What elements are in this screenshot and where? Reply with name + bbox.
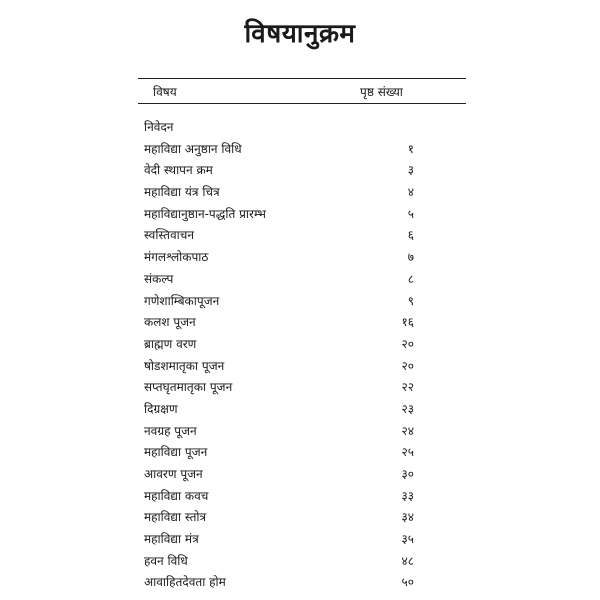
toc-entry-title: आवाहितदेवता होम xyxy=(144,575,226,590)
toc-entry-page: २० xyxy=(401,358,414,373)
toc-entry-title: आवरण पूजन xyxy=(144,467,203,481)
toc-entry-title: मंगलश्लोकपाठ xyxy=(144,250,209,265)
toc-entry xyxy=(0,400,600,422)
toc-entry-title: संकल्प xyxy=(144,271,174,286)
page-title: विषयानुक्रम xyxy=(244,19,356,49)
toc-entry-title: महाविद्या अनुष्ठान विधि xyxy=(144,141,242,156)
toc-entry xyxy=(0,573,600,595)
toc-entry-title: महाविद्या मंत्र xyxy=(144,532,199,547)
toc-entry-page: ६ xyxy=(407,228,414,243)
toc-entry-page: १६ xyxy=(401,315,414,330)
toc-entry xyxy=(0,270,600,292)
toc-entry-title: महाविद्या स्तोत्र xyxy=(144,510,207,525)
toc-entry-title: स्वस्तिवाचन xyxy=(144,228,195,243)
toc-entry xyxy=(0,487,600,509)
toc-entry xyxy=(0,378,600,400)
toc-entry-page: ७ xyxy=(407,250,414,265)
toc-entry-title: नवग्रह पूजन xyxy=(144,423,197,438)
toc-entry-title: कलश पूजन xyxy=(144,315,196,330)
header-bottom-rule xyxy=(138,103,466,104)
toc-entry xyxy=(0,443,600,465)
toc-entry xyxy=(0,552,600,574)
toc-entry-page: २० xyxy=(401,336,414,351)
toc-entry-title: वेदी स्थापन क्रम xyxy=(144,163,213,178)
toc-entry xyxy=(0,357,600,379)
toc-entry-title: महाविद्या कवच xyxy=(144,488,209,503)
toc-entry-page: ४८ xyxy=(401,553,414,568)
toc-entry xyxy=(0,530,600,552)
toc-entry-page: ८ xyxy=(407,271,414,286)
toc-entry xyxy=(0,205,600,227)
toc-entry-title: षोडशमातृका पूजन xyxy=(144,358,225,373)
toc-entry xyxy=(0,335,600,357)
toc-entry xyxy=(0,183,600,205)
toc-entry-page: ३० xyxy=(401,467,414,481)
toc-header xyxy=(150,83,450,101)
toc-entry-page: ३३ xyxy=(401,488,414,503)
toc-entry xyxy=(0,422,600,444)
toc-entry-page: ३५ xyxy=(401,532,414,547)
toc-entry-title: निवेदन xyxy=(144,120,174,134)
toc-entry xyxy=(0,226,600,248)
toc-entry xyxy=(0,161,600,183)
header-page-number: पृष्ठ संख्या xyxy=(360,85,403,99)
toc-entry-page: ९ xyxy=(407,293,414,308)
toc-entry xyxy=(0,292,600,314)
toc-entry xyxy=(0,118,600,140)
toc-entry-page: २४ xyxy=(401,423,414,438)
toc-entry-title: हवन विधि xyxy=(144,553,188,568)
header-top-rule xyxy=(138,78,466,79)
toc-entry-title: महाविद्यानुष्ठान-पद्धति प्रारम्भ xyxy=(144,206,266,221)
toc-entry-title: दिग्रक्षण xyxy=(144,401,178,416)
toc-entry-title: महाविद्या पूजन xyxy=(144,445,208,460)
toc-entry-page: ३ xyxy=(407,163,414,178)
toc-entry-title: गणेशाम्बिकापूजन xyxy=(144,293,220,308)
toc-entry xyxy=(0,140,600,162)
toc-entry-page: ४ xyxy=(407,185,414,200)
toc-entry-page: ३४ xyxy=(401,510,414,525)
toc-entry xyxy=(0,508,600,530)
toc-entry-title: महाविद्या यंत्र चित्र xyxy=(144,185,220,200)
toc-entry xyxy=(0,465,600,487)
header-subject: विषय xyxy=(153,85,177,99)
toc-entry-page: २२ xyxy=(401,380,414,395)
toc-entry-title: सप्तघृतमातृका पूजन xyxy=(144,380,233,395)
toc-entry xyxy=(0,248,600,270)
toc-entry-page: २५ xyxy=(401,445,414,460)
toc-entry-page: १ xyxy=(407,141,414,156)
toc-entry xyxy=(0,313,600,335)
toc-entry-page: ५ xyxy=(407,206,414,221)
toc-entry-title: ब्राह्मण वरण xyxy=(144,336,197,351)
toc-entry-page: २३ xyxy=(401,401,414,416)
toc-list xyxy=(0,118,600,595)
toc-entry-page: ५० xyxy=(401,575,414,590)
